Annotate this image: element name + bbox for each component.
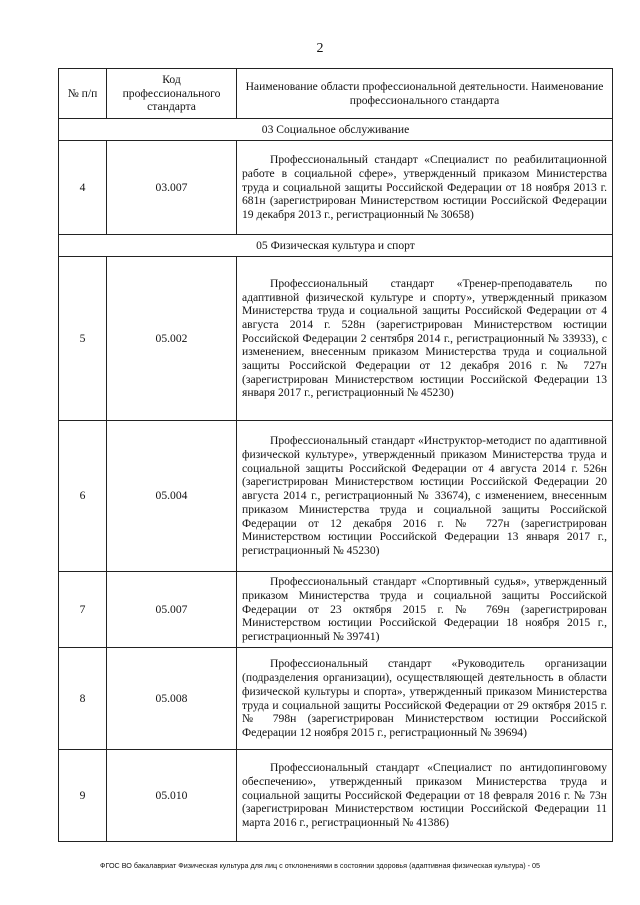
- row-number: 5: [59, 257, 107, 421]
- row-standard-text: Профессиональный стандарт «Руководитель организации (подразделения организации), осуществляющей деятельность в области физической культуры и спорта», утвержденный приказом Министерства труда и социальной защиты Российской Федерации от 29 октября 2015 г. № 798н (зарегистрирован Министерством юстиции Российской Федерации 12 ноября 2015 г., регистрационный № 39694): [237, 648, 613, 750]
- row-code: 05.004: [107, 421, 237, 572]
- table-header-row: [59, 69, 613, 119]
- row-standard-text: Профессиональный стандарт «Тренер-преподаватель по адаптивной физической культуре и спорту», утвержденный приказом Министерства труда и социальной защиты Российской Федерации от 4 августа 2014 г. 528н (зарегистрирован Министерством юстиции Российской Федерации 2 сентября 2014 г., регистрационный № 33933), с изменением, внесенным приказом Министерства труда и социальной защиты Российской Федерации от 12 декабря 2016 г. № 727н (зарегистрирован Министерством юстиции Российской Федерации 13 января 2017 г., регистрационный № 45230): [237, 257, 613, 421]
- row-number: 6: [59, 421, 107, 572]
- section-row: [59, 119, 613, 141]
- header-name: Наименование области профессиональной деятельности. Наименование профессионального стандарта: [237, 69, 613, 119]
- row-code: 03.007: [107, 141, 237, 235]
- row-code: 05.008: [107, 648, 237, 750]
- row-number: 9: [59, 750, 107, 842]
- section-row: [59, 235, 613, 257]
- row-standard-text: Профессиональный стандарт «Специалист по реабилитационной работе в социальной сфере», утвержденный приказом Министерства труда и социальной защиты Российской Федерации от 18 ноября 2013 г. 681н (зарегистрирован Министерством юстиции Российской Федерации 19 декабря 2013 г., регистрационный № 30658): [237, 141, 613, 235]
- section-title: 05 Физическая культура и спорт: [59, 235, 613, 257]
- row-number: 7: [59, 572, 107, 648]
- section-title: 03 Социальное обслуживание: [59, 119, 613, 141]
- header-code: Код профессионального стандарта: [107, 69, 237, 119]
- row-code: 05.010: [107, 750, 237, 842]
- page-number: 2: [316, 41, 324, 56]
- row-code: 05.002: [107, 257, 237, 421]
- row-number: 4: [59, 141, 107, 235]
- table-row: [59, 648, 613, 750]
- row-code: 05.007: [107, 572, 237, 648]
- table-row: [59, 750, 613, 842]
- row-standard-text: Профессиональный стандарт «Специалист по антидопинговому обеспечению», утвержденный приказом Министерства труда и социальной защиты Российской Федерации от 18 февраля 2016 г. № 73н (зарегистрирован Министерством юстиции Российской Федерации 11 марта 2016 г., регистрационный № 41386): [237, 750, 613, 842]
- row-standard-text: Профессиональный стандарт «Спортивный судья», утвержденный приказом Министерства труда и социальной защиты Российской Федерации от 23 октября 2015 г. № 769н (зарегистрирован Министерством юстиции Российской Федерации 18 ноября 2015 г., регистрационный № 39741): [237, 572, 613, 648]
- table-row: [59, 421, 613, 572]
- table-row: [59, 572, 613, 648]
- row-standard-text: Профессиональный стандарт «Инструктор-методист по адаптивной физической культуре», утвержденный приказом Министерства труда и социальной защиты Российской Федерации от 4 августа 2014 г. 526н (зарегистрирован Министерством юстиции Российской Федерации 20 августа 2014 г., регистрационный № 33674), с изменением, внесенным приказом Министерства труда и социальной защиты Российской Федерации от 12 декабря 2016 г. № 727н (зарегистрирован Министерством юстиции Российской Федерации 13 января 2017 г., регистрационный № 45230): [237, 421, 613, 572]
- row-number: 8: [59, 648, 107, 750]
- page-footer: ФГОС ВО бакалавриат Физическая культура для лиц с отклонениями в состоянии здоровья (адаптивная физическая культура) - 05: [100, 861, 540, 870]
- header-number: № п/п: [59, 69, 107, 119]
- standards-table: [58, 68, 613, 842]
- table-row: [59, 141, 613, 235]
- table-row: [59, 257, 613, 421]
